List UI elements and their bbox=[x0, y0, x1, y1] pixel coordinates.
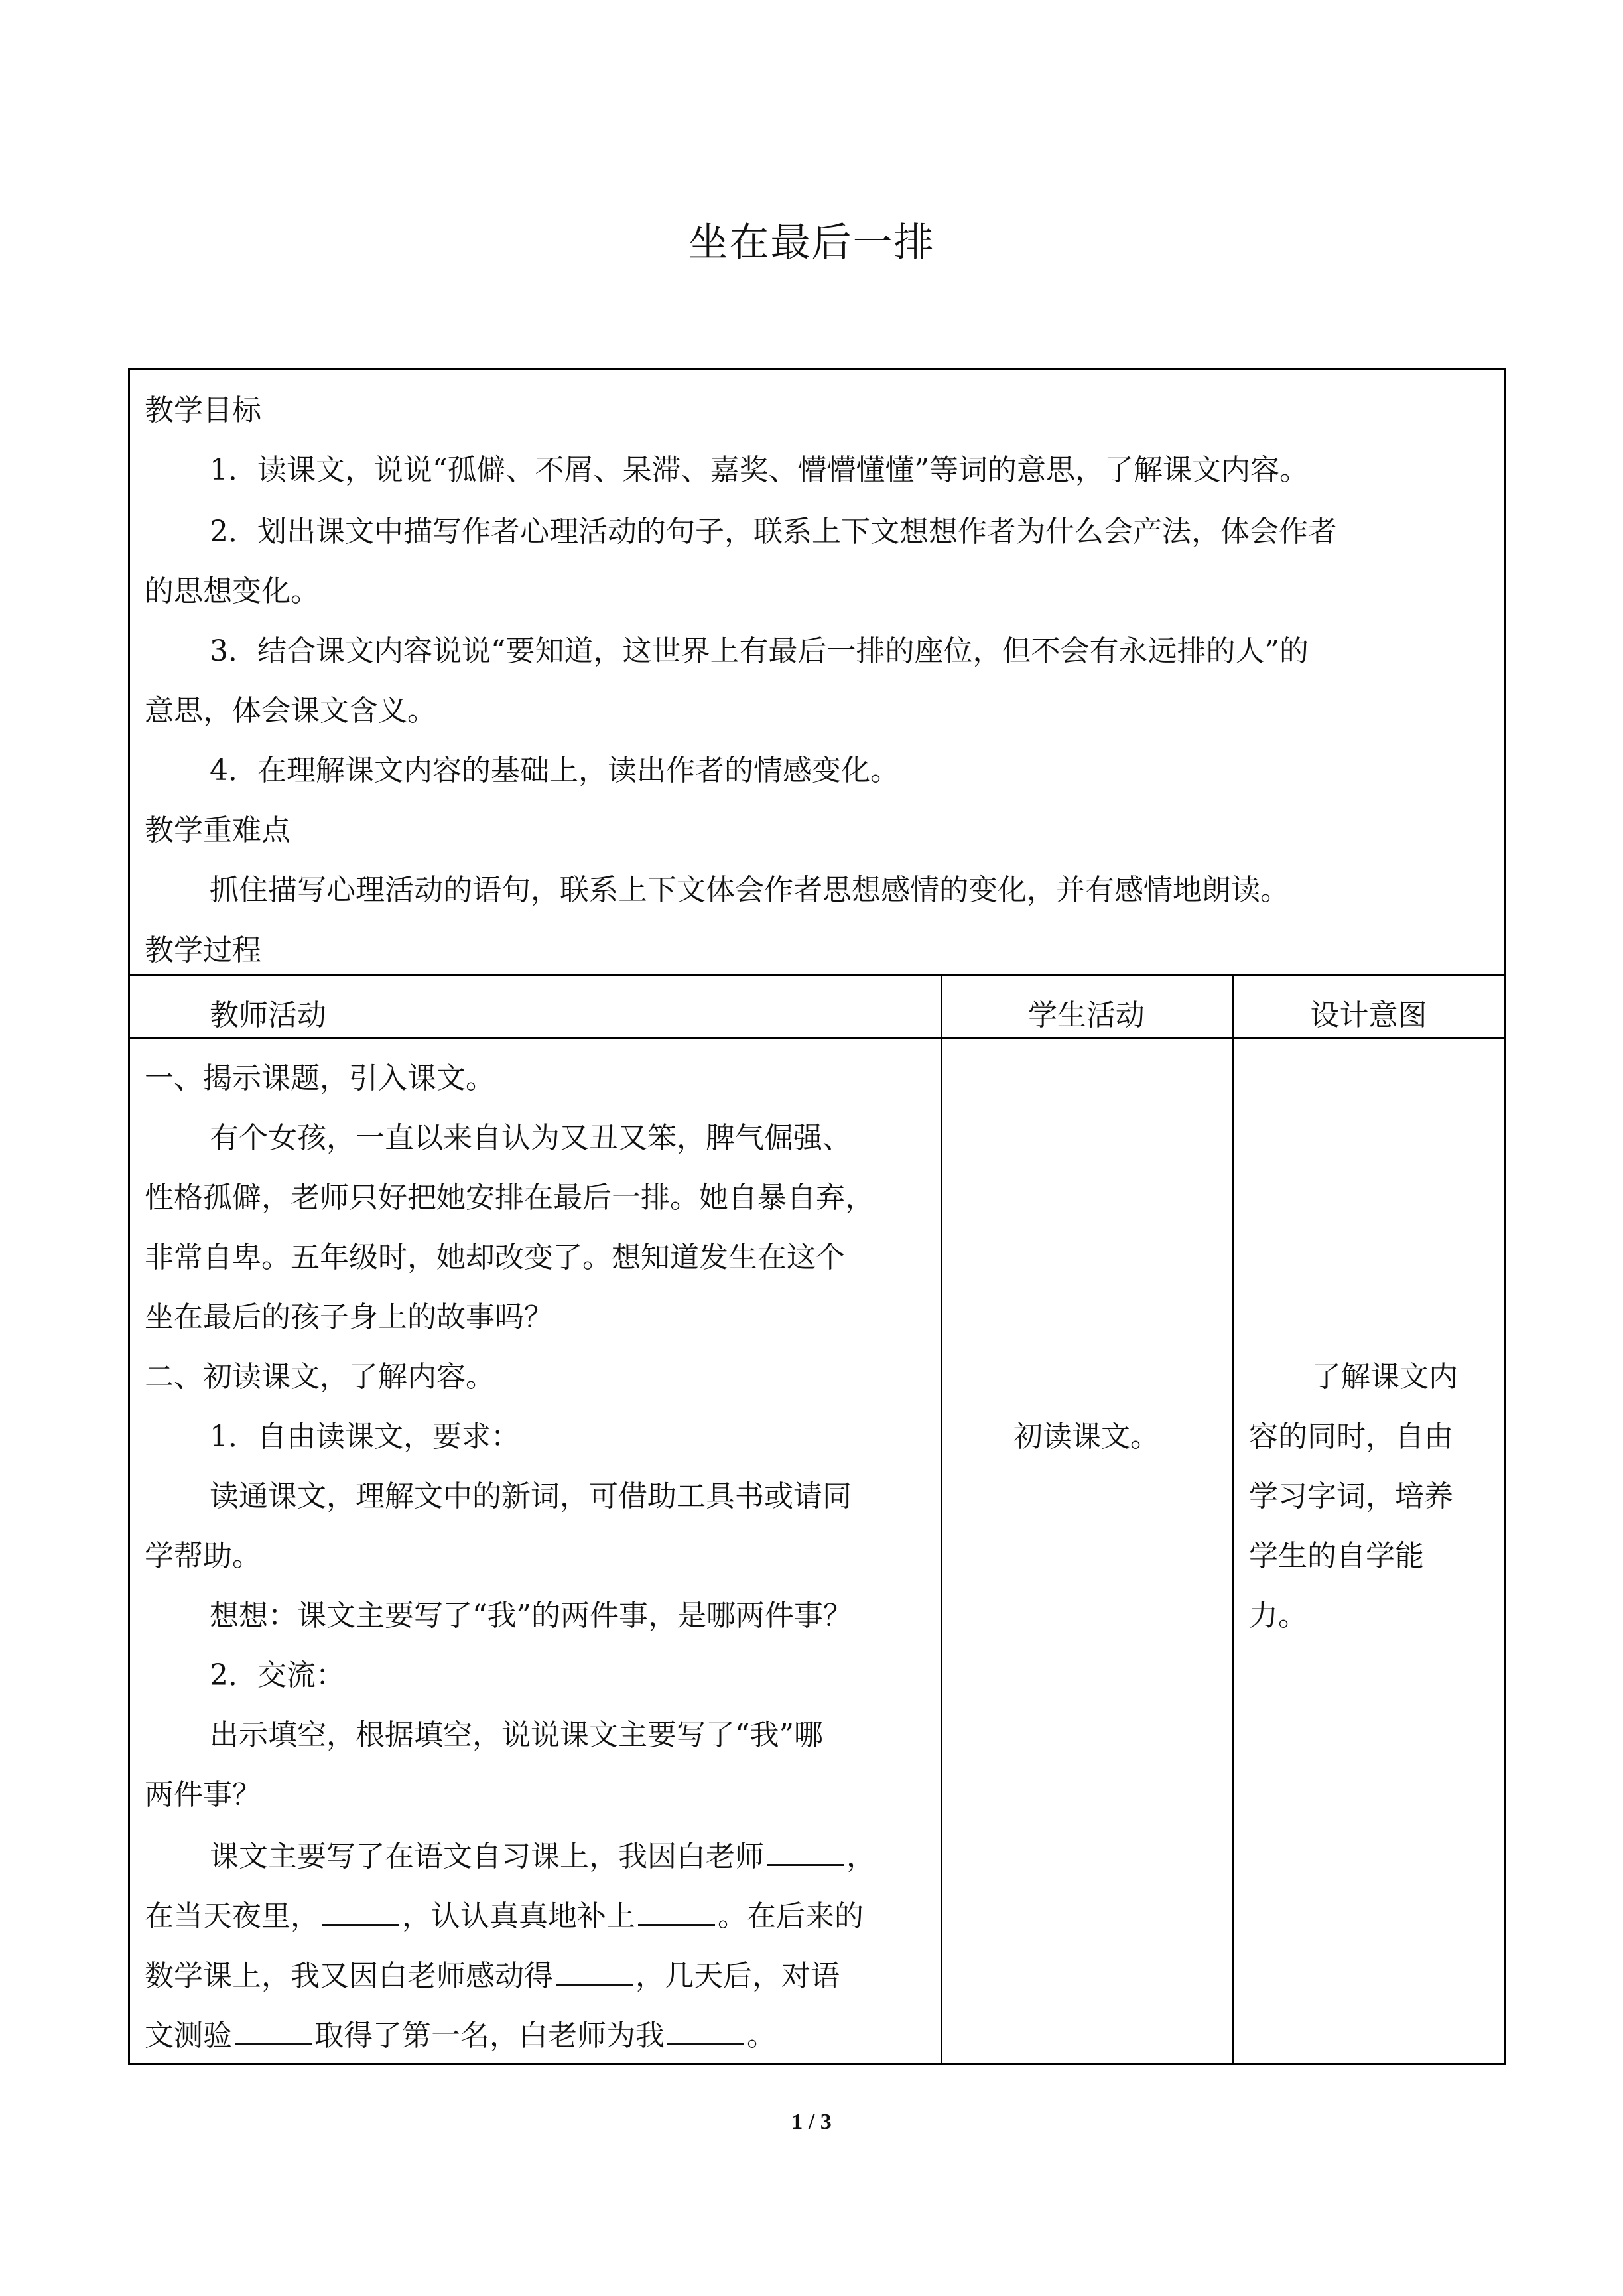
fill-in-text: 文测验 bbox=[145, 2019, 232, 2053]
fill-in-blank bbox=[767, 1835, 844, 1866]
goal-3-line-2: 意思，体会课文含义。 bbox=[145, 694, 436, 728]
teacher-line: 二、初读课文，了解内容。 bbox=[145, 1360, 495, 1394]
teacher-line: 非常自卑。五年级时，她却改变了。想知道发生在这个 bbox=[145, 1241, 845, 1274]
fill-in-text: 。 bbox=[747, 2019, 776, 2053]
fill-in-sentence-line bbox=[210, 1835, 876, 1877]
fill-in-blank bbox=[556, 1954, 633, 1986]
fill-in-blank bbox=[235, 2014, 312, 2045]
goals-heading: 教学目标 bbox=[145, 393, 261, 427]
design-line: 了解课文内 bbox=[1312, 1360, 1458, 1394]
header-row-top-border bbox=[128, 974, 1506, 976]
process-heading: 教学过程 bbox=[145, 933, 261, 967]
fill-in-sentence-line bbox=[145, 2014, 776, 2056]
fill-in-blank bbox=[638, 1895, 715, 1926]
teacher-line: 出示填空，根据填空，说说课文主要写了“我”哪 bbox=[210, 1718, 823, 1752]
teacher-line: 读通课文，理解文中的新词，可借助工具书或请同 bbox=[210, 1479, 852, 1513]
column-header-design: 设计意图 bbox=[1310, 998, 1427, 1032]
goal-3-line-1: 3．结合课文内容说说“要知道，这世界上有最后一排的座位，但不会有永远排的人”的 bbox=[210, 634, 1309, 668]
fill-in-text: 在当天夜里， bbox=[145, 1899, 320, 1933]
design-line: 力。 bbox=[1249, 1599, 1307, 1633]
fill-in-sentence-line bbox=[145, 1954, 840, 1996]
fill-in-text: 数学课上，我又因白老师感动得 bbox=[145, 1959, 553, 1993]
design-line: 容的同时，自由 bbox=[1249, 1420, 1453, 1453]
goal-2-line-1: 2．划出课文中描写作者心理活动的句子，联系上下文想想作者为什么会产法，体会作者 bbox=[210, 515, 1337, 549]
teacher-line: 想想：课文主要写了“我”的两件事，是哪两件事？ bbox=[210, 1599, 852, 1633]
fill-in-text: ，几天后，对语 bbox=[635, 1959, 840, 1993]
teacher-line: 坐在最后的孩子身上的故事吗？ bbox=[145, 1300, 553, 1334]
fill-in-text: ，认认真真地补上 bbox=[402, 1899, 635, 1933]
fill-in-blank bbox=[667, 2014, 744, 2045]
teacher-line: 性格孤僻，老师只好把她安排在最后一排。她自暴自弃， bbox=[145, 1181, 874, 1215]
fill-in-text: 。在后来的 bbox=[718, 1899, 864, 1933]
goal-4: 4．在理解课文内容的基础上，读出作者的情感变化。 bbox=[210, 754, 899, 787]
student-activity: 初读课文。 bbox=[1013, 1420, 1159, 1453]
fill-in-text: 课文主要写了在语文自习课上，我因白老师 bbox=[210, 1840, 764, 1873]
fill-in-sentence-line bbox=[145, 1895, 864, 1936]
teacher-line: 两件事？ bbox=[145, 1778, 261, 1812]
header-row-bottom-border bbox=[128, 1037, 1506, 1039]
design-line: 学生的自学能 bbox=[1249, 1539, 1424, 1573]
design-line: 学习字词，培养 bbox=[1249, 1479, 1453, 1513]
column-divider-1 bbox=[941, 974, 942, 2065]
goal-1: 1．读课文，说说“孤僻、不屑、呆滞、嘉奖、懵懵懂懂”等词的意思，了解课文内容。 bbox=[210, 453, 1309, 487]
teacher-line: 2．交流： bbox=[210, 1658, 345, 1692]
teacher-line: 1．自由读课文，要求： bbox=[210, 1420, 520, 1453]
key-points-heading: 教学重难点 bbox=[145, 813, 291, 847]
page-number: 1 / 3 bbox=[791, 2110, 832, 2134]
key-points-text: 抓住描写心理活动的语句，联系上下文体会作者思想感情的变化，并有感情地朗读。 bbox=[210, 873, 1289, 907]
teacher-line: 一、揭示课题，引入课文。 bbox=[145, 1061, 495, 1095]
teacher-line: 学帮助。 bbox=[145, 1539, 261, 1573]
fill-in-text: ， bbox=[846, 1840, 876, 1873]
page-title: 坐在最后一排 bbox=[688, 220, 935, 266]
fill-in-text: 取得了第一名，白老师为我 bbox=[314, 2019, 665, 2053]
column-divider-2 bbox=[1232, 974, 1234, 2065]
goal-2-line-2: 的思想变化。 bbox=[145, 574, 320, 608]
teacher-line: 有个女孩，一直以来自认为又丑又笨，脾气倔强、 bbox=[210, 1121, 852, 1155]
column-header-teacher: 教师活动 bbox=[210, 998, 326, 1032]
column-header-student: 学生活动 bbox=[1028, 998, 1145, 1032]
fill-in-blank bbox=[322, 1895, 399, 1926]
